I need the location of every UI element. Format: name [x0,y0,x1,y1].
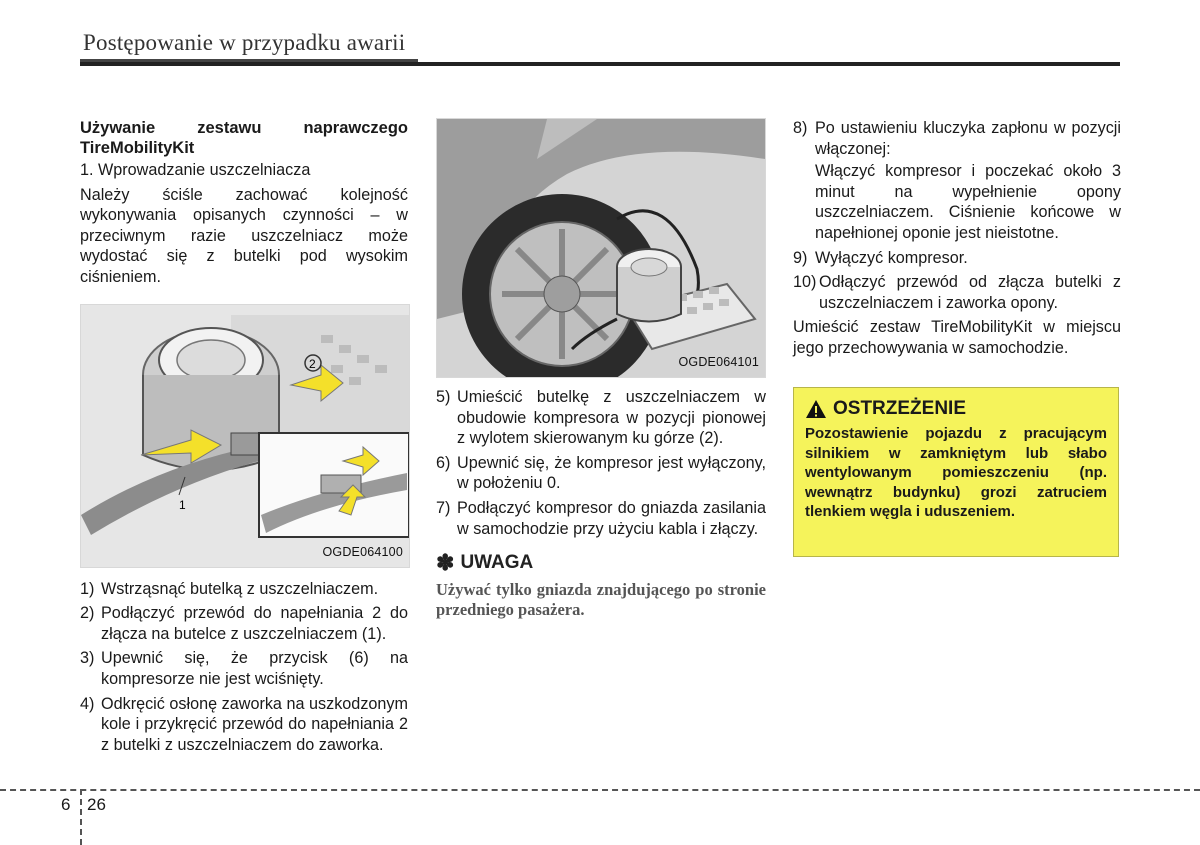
list-item: 10) Odłączyć przewód od złącza butelki z uszczelniaczem i zaworka opony. [793,273,1121,312]
left-column [80,118,408,759]
compressor-wheel-illustration [437,119,765,377]
note-heading [436,550,766,576]
list-item: 2) Podłączyć przewód do napełniania 2 do złącza na butelce z uszczelniaczem (1). [80,604,408,643]
list-item: 6) Upewnić się, że kompresor jest wyłączony, w położeniu 0. [436,453,766,493]
section-title: Używanie zestawu naprawczego TireMobilityKit [80,119,408,157]
subsection-title: 1. Wprowadzanie uszczelniacza [80,161,311,179]
page-header-title: Postępowanie w przypadku awarii [83,30,406,55]
intro-paragraph: Należy ściśle zachować kolejność wykonywania opisanych czynności – w przeciwnym razie uszczelniacz może wydostać się z butelki pod wysokim ciśnieniem. [80,185,408,286]
sealant-bottle-illustration [81,305,409,567]
list-item: 5) Umieścić butelkę z uszczelniaczem w obudowie kompresora w pozycji pionowej z wylotem skierowanym ku górze (2). [436,388,766,448]
closing-paragraph: Umieścić zestaw TireMobilityKit w miejscu jego przechowywania w samochodzie. [793,318,1121,357]
figure-label-2: 2 [309,356,316,371]
note-title: UWAGA [460,552,534,574]
footer-vertical-divider [80,789,82,845]
figure-sealant-bottle [80,304,410,568]
figure-code: OGDE064101 [678,355,759,370]
figure-label-1: 1 [179,497,186,512]
page-number: 26 [87,795,106,814]
middle-column [436,118,766,621]
list-item: 3) Upewnić się, że przycisk (6) na kompresorze nie jest wciśnięty. [80,649,408,688]
steps-list-right-b [793,248,1121,314]
list-item: 1) Wstrząsnąć butelką z uszczelniaczem. [80,579,379,598]
warning-title: OSTRZEŻENIE [833,398,967,419]
figure-code: OGDE064100 [322,544,403,559]
warning-heading [805,398,1107,420]
note-text: Używać tylko gniazda znajdującego po stronie przedniego pasażera. [436,579,766,620]
list-item: 7) Podłączyć kompresor do gniazda zasilania w samochodzie przy użyciu kabla i złączy. [436,498,766,538]
list-item: 9) Wyłączyć kompresor. [793,248,968,267]
list-item: 8) Po ustawieniu kluczyka zapłonu w pozycji włączonej: [793,119,1121,158]
warning-triangle-icon [805,399,827,419]
footer-divider [0,789,1200,791]
steps-list-left [80,579,408,756]
warning-box [793,387,1119,557]
step8-detail: Włączyć kompresor i poczekać około 3 minut na wypełnienie opony uszczelniaczem. Ciśnienie końcowe w napełnionej oponie jest nieistotne. [815,162,1121,242]
header-rule [80,62,1120,66]
steps-list-middle [436,387,766,539]
steps-list-right-a [793,118,1121,159]
right-column [793,118,1121,359]
figure-compressor-wheel [436,118,766,378]
asterisk-icon: ✽ [436,550,455,576]
warning-text: Pozostawienie pojazdu z pracującym silnikiem w zamkniętym lub słabo wentylowanym pomieszczeniu (np. wewnątrz budynku) grozi zatruciem tlenkiem węgla i uduszeniem. [805,425,1107,520]
chapter-number: 6 [61,795,71,814]
list-item: 4) Odkręcić osłonę zaworka na uszkodzonym kole i przykręcić przewód do napełniania 2 z butelki z uszczelniaczem do zaworka. [80,694,408,754]
